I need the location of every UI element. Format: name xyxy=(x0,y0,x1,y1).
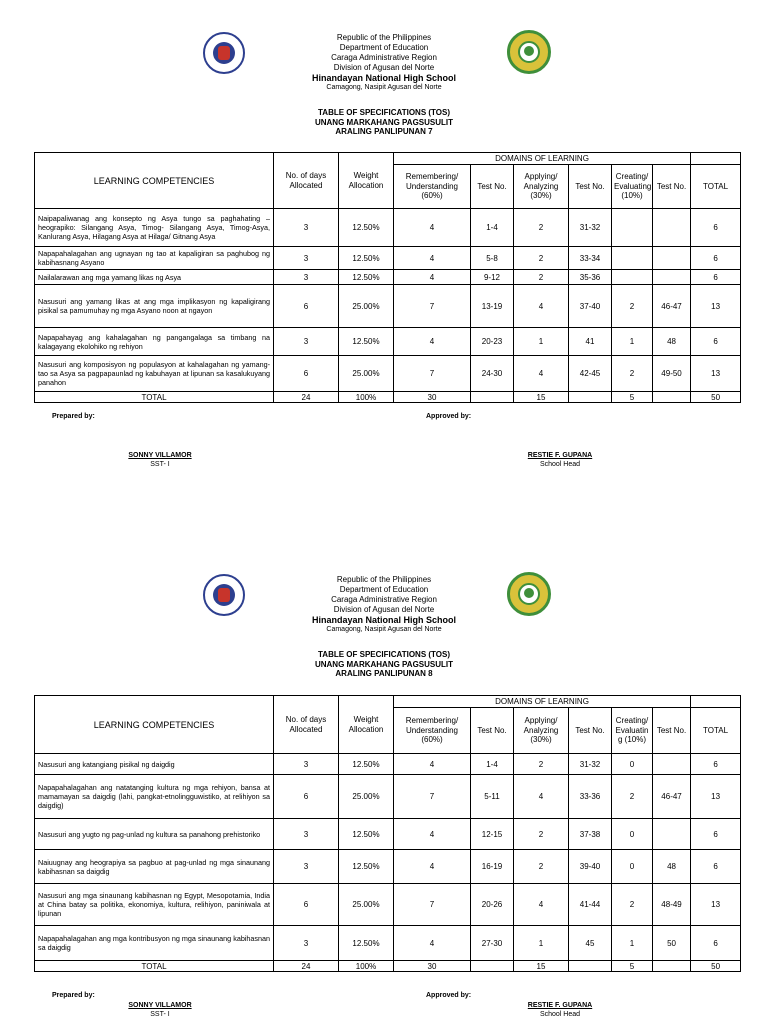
table-row xyxy=(35,209,741,247)
competency-cell: Nasusuri ang komposisyon ng populasyon at kahalagahan ng yamang-tao sa Asya sa pagpapaunlad ng kabuhayan at lipunan sa kasalukuyang panahon xyxy=(35,356,274,392)
days-cell: 6 xyxy=(274,285,339,328)
division-text: Division of Agusan del Norte xyxy=(333,63,435,72)
header-total: TOTAL xyxy=(691,165,741,209)
totals-weight: 100% xyxy=(339,392,394,403)
prepared-name: SONNY VILLAMOR xyxy=(128,452,192,459)
total-cell: 6 xyxy=(691,328,741,356)
totals-remembering: 30 xyxy=(394,961,471,972)
creating-cell: 0 xyxy=(612,819,653,850)
letterhead xyxy=(0,575,768,635)
header-creating: Creating/ Evaluating (10%) xyxy=(612,165,653,209)
prepared-by-label: Prepared by: xyxy=(52,413,95,420)
applying-cell: 1 xyxy=(514,328,569,356)
applying-cell: 2 xyxy=(514,209,569,247)
republic-text: Republic of the Philippines xyxy=(336,575,432,584)
total-cell: 6 xyxy=(691,754,741,775)
remembering-cell: 4 xyxy=(394,209,471,247)
test-no-cell xyxy=(653,754,691,775)
totals-weight: 100% xyxy=(339,961,394,972)
competency-cell: Napapahayag ang kahalagahan ng pangangalaga sa timbang na kalagayang ekolohiko ng rehiyon xyxy=(35,328,274,356)
days-cell: 3 xyxy=(274,247,339,270)
prepared-by-signature xyxy=(100,451,220,469)
test-no-cell xyxy=(653,247,691,270)
weight-cell: 25.00% xyxy=(339,884,394,926)
total-cell: 6 xyxy=(691,270,741,285)
weight-cell: 12.50% xyxy=(339,850,394,884)
region-text: Caraga Administrative Region xyxy=(331,53,437,62)
region-text: Caraga Administrative Region xyxy=(331,595,437,604)
total-cell: 13 xyxy=(691,884,741,926)
test-no-cell: 46-47 xyxy=(653,285,691,328)
totals-remembering: 30 xyxy=(394,392,471,403)
approved-by-label: Approved by: xyxy=(426,992,472,999)
creating-cell xyxy=(612,209,653,247)
days-cell: 3 xyxy=(274,209,339,247)
creating-cell xyxy=(612,247,653,270)
table-row xyxy=(35,884,741,926)
approved-name: RESTIE F. GUPANA xyxy=(527,452,593,459)
competency-cell: Nasusuri ang yugto ng pag-unlad ng kultura sa panahong prehistoriko xyxy=(35,819,274,850)
table-row xyxy=(35,850,741,884)
title-line-1: TABLE OF SPECIFICATIONS (TOS) xyxy=(318,108,450,117)
test-no-cell: 12-15 xyxy=(471,819,514,850)
competency-cell: Nasusuri ang mga sinaunang kabihasnan ng Egypt, Mesopotamia, India at China batay sa politika, ekonomiya, kultura, relihiyon, paniniwala at lipunan xyxy=(35,884,274,926)
days-cell: 3 xyxy=(274,926,339,961)
header-test-no: Test No. xyxy=(471,165,514,209)
test-no-cell: 24-30 xyxy=(471,356,514,392)
table-row xyxy=(35,285,741,328)
test-no-cell: 42-45 xyxy=(569,356,612,392)
table-row xyxy=(35,754,741,775)
title-line-3: ARALING PANLIPUNAN 8 xyxy=(335,669,433,678)
tos-table xyxy=(34,695,741,972)
competency-cell: Nasusuri ang katangiang pisikal ng daigdig xyxy=(35,754,274,775)
total-cell: 6 xyxy=(691,926,741,961)
table-row xyxy=(35,356,741,392)
totals-row xyxy=(35,961,741,972)
header-applying: Applying/ Analyzing (30%) xyxy=(514,708,569,754)
test-no-cell: 48-49 xyxy=(653,884,691,926)
republic-text: Republic of the Philippines xyxy=(336,33,432,42)
applying-cell: 1 xyxy=(514,926,569,961)
test-no-cell: 27-30 xyxy=(471,926,514,961)
test-no-cell: 20-26 xyxy=(471,884,514,926)
totals-total: 50 xyxy=(691,392,741,403)
remembering-cell: 7 xyxy=(394,356,471,392)
header-test-no: Test No. xyxy=(653,708,691,754)
title-line-1: TABLE OF SPECIFICATIONS (TOS) xyxy=(318,650,450,659)
school-name: Hinandayan National High School xyxy=(311,73,456,83)
total-cell: 6 xyxy=(691,209,741,247)
remembering-cell: 4 xyxy=(394,819,471,850)
department-text: Department of Education xyxy=(339,43,429,52)
remembering-cell: 4 xyxy=(394,850,471,884)
creating-cell: 2 xyxy=(612,884,653,926)
creating-cell: 1 xyxy=(612,926,653,961)
prepared-title: SST- I xyxy=(150,461,170,468)
creating-cell: 0 xyxy=(612,850,653,884)
test-no-cell: 37-38 xyxy=(569,819,612,850)
department-text: Department of Education xyxy=(339,585,429,594)
creating-cell xyxy=(612,270,653,285)
applying-cell: 2 xyxy=(514,850,569,884)
applying-cell: 2 xyxy=(514,819,569,850)
total-cell: 6 xyxy=(691,819,741,850)
totals-applying: 15 xyxy=(514,392,569,403)
table-row xyxy=(35,247,741,270)
test-no-cell: 9-12 xyxy=(471,270,514,285)
header-total: TOTAL xyxy=(691,708,741,754)
remembering-cell: 7 xyxy=(394,285,471,328)
days-cell: 6 xyxy=(274,884,339,926)
header-weight: Weight Allocation xyxy=(339,696,394,754)
header-test-no: Test No. xyxy=(569,708,612,754)
weight-cell: 12.50% xyxy=(339,209,394,247)
test-no-cell: 33-36 xyxy=(569,775,612,819)
applying-cell: 4 xyxy=(514,356,569,392)
applying-cell: 4 xyxy=(514,285,569,328)
days-cell: 3 xyxy=(274,270,339,285)
test-no-cell xyxy=(653,209,691,247)
prepared-name: SONNY VILLAMOR xyxy=(128,1002,192,1009)
document-title xyxy=(0,108,768,137)
header-creating: Creating/ Evaluatin g (10%) xyxy=(612,708,653,754)
applying-cell: 2 xyxy=(514,270,569,285)
applying-cell: 4 xyxy=(514,884,569,926)
remembering-cell: 7 xyxy=(394,884,471,926)
title-line-2: UNANG MARKAHANG PAGSUSULIT xyxy=(314,659,454,669)
total-cell: 13 xyxy=(691,285,741,328)
weight-cell: 12.50% xyxy=(339,926,394,961)
approved-by-signature xyxy=(500,1001,620,1019)
test-no-cell: 33-34 xyxy=(569,247,612,270)
applying-cell: 4 xyxy=(514,775,569,819)
test-no-cell: 37-40 xyxy=(569,285,612,328)
remembering-cell: 4 xyxy=(394,247,471,270)
weight-cell: 12.50% xyxy=(339,754,394,775)
approved-by-signature xyxy=(500,451,620,469)
test-no-cell xyxy=(653,270,691,285)
header-domains: DOMAINS OF LEARNING xyxy=(394,153,691,165)
weight-cell: 12.50% xyxy=(339,270,394,285)
table-row xyxy=(35,926,741,961)
test-no-cell: 1-4 xyxy=(471,754,514,775)
header-remembering: Remembering/ Understanding (60%) xyxy=(394,165,471,209)
weight-cell: 12.50% xyxy=(339,819,394,850)
total-cell: 13 xyxy=(691,356,741,392)
competency-cell: Naiuugnay ang heograpiya sa pagbuo at pag-unlad ng mga sinaunang kabihasnan sa daigdig xyxy=(35,850,274,884)
totals-applying: 15 xyxy=(514,961,569,972)
remembering-cell: 4 xyxy=(394,754,471,775)
total-cell: 13 xyxy=(691,775,741,819)
creating-cell: 2 xyxy=(612,356,653,392)
totals-label: TOTAL xyxy=(35,961,274,972)
competency-cell: Napapahalagahan ang mga kontribusyon ng mga sinaunang kabihasnan sa daigdig xyxy=(35,926,274,961)
test-no-cell: 20-23 xyxy=(471,328,514,356)
test-no-cell: 16-19 xyxy=(471,850,514,884)
test-no-cell: 45 xyxy=(569,926,612,961)
creating-cell: 1 xyxy=(612,328,653,356)
days-cell: 3 xyxy=(274,850,339,884)
header-domains: DOMAINS OF LEARNING xyxy=(394,696,691,708)
applying-cell: 2 xyxy=(514,754,569,775)
header-competencies: LEARNING COMPETENCIES xyxy=(35,153,274,209)
competency-cell: Nasusuri ang yamang likas at ang mga implikasyon ng kapaligirang pisikal sa pamumuhay ng mga Asyano noon at ngayon xyxy=(35,285,274,328)
applying-cell: 2 xyxy=(514,247,569,270)
days-cell: 6 xyxy=(274,775,339,819)
header-test-no: Test No. xyxy=(569,165,612,209)
table-row xyxy=(35,819,741,850)
totals-label: TOTAL xyxy=(35,392,274,403)
weight-cell: 25.00% xyxy=(339,356,394,392)
test-no-cell: 31-32 xyxy=(569,209,612,247)
header-test-no: Test No. xyxy=(653,165,691,209)
header-weight: Weight Allocation xyxy=(339,153,394,209)
approved-title: School Head xyxy=(539,461,581,468)
total-cell: 6 xyxy=(691,247,741,270)
test-no-cell: 39-40 xyxy=(569,850,612,884)
test-no-cell: 50 xyxy=(653,926,691,961)
creating-cell: 2 xyxy=(612,775,653,819)
letterhead xyxy=(0,33,768,93)
days-cell: 3 xyxy=(274,754,339,775)
table-row xyxy=(35,328,741,356)
document-title xyxy=(0,650,768,679)
header-days: No. of days Allocated xyxy=(274,696,339,754)
remembering-cell: 4 xyxy=(394,270,471,285)
creating-cell: 0 xyxy=(612,754,653,775)
days-cell: 3 xyxy=(274,819,339,850)
approved-title: School Head xyxy=(539,1011,581,1018)
totals-days: 24 xyxy=(274,392,339,403)
days-cell: 6 xyxy=(274,356,339,392)
creating-cell: 2 xyxy=(612,285,653,328)
approved-by-label: Approved by: xyxy=(426,413,472,420)
test-no-cell: 41 xyxy=(569,328,612,356)
test-no-cell: 31-32 xyxy=(569,754,612,775)
competency-cell: Napapahalagahan ang natatanging kultura ng mga rehiyon, bansa at mamamayan sa daigdig (lahi, pangkat-etnolingguwistiko, at relihiyon sa daigdig) xyxy=(35,775,274,819)
test-no-cell: 48 xyxy=(653,328,691,356)
totals-row xyxy=(35,392,741,403)
header-applying: Applying/ Analyzing (30%) xyxy=(514,165,569,209)
test-no-cell: 48 xyxy=(653,850,691,884)
school-name: Hinandayan National High School xyxy=(311,615,456,625)
test-no-cell: 35-36 xyxy=(569,270,612,285)
totals-creating: 5 xyxy=(612,392,653,403)
weight-cell: 25.00% xyxy=(339,285,394,328)
test-no-cell: 13-19 xyxy=(471,285,514,328)
remembering-cell: 4 xyxy=(394,926,471,961)
total-cell: 6 xyxy=(691,850,741,884)
remembering-cell: 4 xyxy=(394,328,471,356)
totals-total: 50 xyxy=(691,961,741,972)
header-test-no: Test No. xyxy=(471,708,514,754)
header-days: No. of days Allocated xyxy=(274,153,339,209)
days-cell: 3 xyxy=(274,328,339,356)
test-no-cell: 41-44 xyxy=(569,884,612,926)
school-address: Camagong, Nasipit Agusan del Norte xyxy=(326,626,442,633)
remembering-cell: 7 xyxy=(394,775,471,819)
header-remembering: Remembering/ Understanding (60%) xyxy=(394,708,471,754)
test-no-cell xyxy=(653,819,691,850)
weight-cell: 12.50% xyxy=(339,328,394,356)
table-row xyxy=(35,775,741,819)
competency-cell: Naipapaliwanag ang konsepto ng Asya tungo sa paghahating – heograpiko: Silangang Asya, Timog- Silangang Asya, Timog-Asya, Kanlurang Asya, Hilagang Asya at Hilaga/ Gitnang Asya xyxy=(35,209,274,247)
weight-cell: 25.00% xyxy=(339,775,394,819)
tos-table xyxy=(34,152,741,403)
test-no-cell: 49-50 xyxy=(653,356,691,392)
totals-creating: 5 xyxy=(612,961,653,972)
header-competencies: LEARNING COMPETENCIES xyxy=(35,696,274,754)
division-text: Division of Agusan del Norte xyxy=(333,605,435,614)
title-line-3: ARALING PANLIPUNAN 7 xyxy=(335,127,433,136)
prepared-by-label: Prepared by: xyxy=(52,992,95,999)
prepared-by-signature xyxy=(100,1001,220,1019)
title-line-2: UNANG MARKAHANG PAGSUSULIT xyxy=(314,117,454,127)
test-no-cell: 46-47 xyxy=(653,775,691,819)
prepared-title: SST- I xyxy=(150,1011,170,1018)
approved-name: RESTIE F. GUPANA xyxy=(527,1002,593,1009)
test-no-cell: 1-4 xyxy=(471,209,514,247)
school-address: Camagong, Nasipit Agusan del Norte xyxy=(326,84,442,91)
totals-days: 24 xyxy=(274,961,339,972)
competency-cell: Napapahalagahan ang ugnayan ng tao at kapaligiran sa paghubog ng kabihasnang Asyano xyxy=(35,247,274,270)
competency-cell: Nailalarawan ang mga yamang likas ng Asya xyxy=(35,270,274,285)
test-no-cell: 5-8 xyxy=(471,247,514,270)
test-no-cell: 5-11 xyxy=(471,775,514,819)
weight-cell: 12.50% xyxy=(339,247,394,270)
table-row xyxy=(35,270,741,285)
